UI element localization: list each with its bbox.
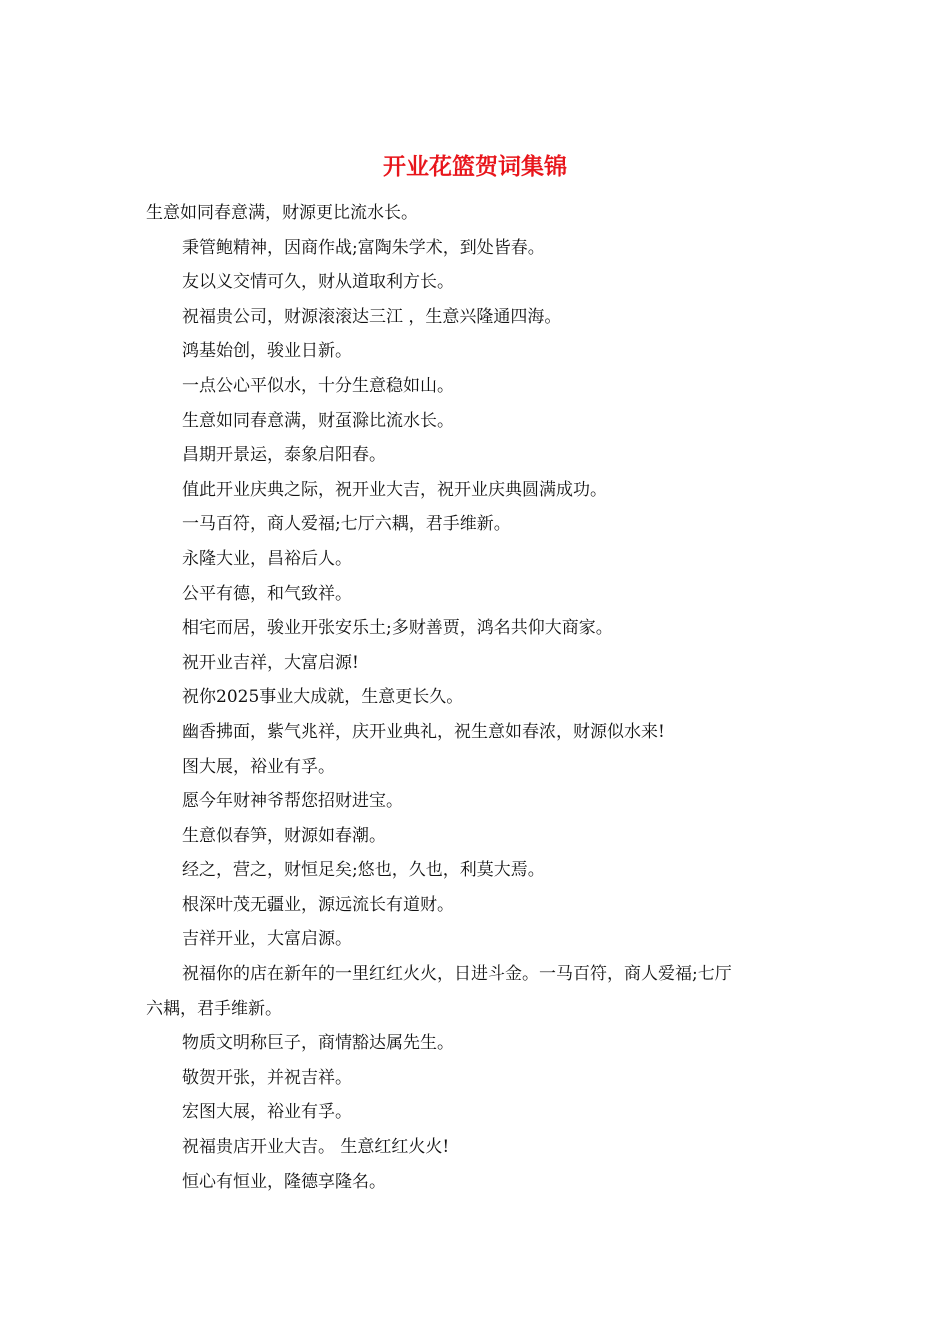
paragraph-line: 生意似春笋，财源如春潮。: [182, 825, 386, 846]
paragraph-line-wrapped: 祝福你的店在新年的一里红红火火，日进斗金。一马百符，商人爱福;七厅: [182, 964, 732, 985]
paragraph-line: 图大展，裕业有孚。: [182, 756, 335, 777]
paragraph-line-continuation: 六耦，君手维新。: [146, 998, 282, 1019]
paragraph-line: 公平有德，和气致祥。: [182, 583, 352, 604]
paragraph-line: 秉管鲍精神，因商作战;富陶朱学术，到处皆春。: [182, 237, 545, 258]
paragraph-line: 昌期开景运，泰象启阳春。: [182, 445, 386, 466]
paragraph-line: 友以义交情可久，财从道取利方长。: [182, 272, 454, 293]
paragraph-line: 祝福贵公司，财源滚滚达三江 ，生意兴隆通四海。: [182, 306, 562, 327]
paragraph-line: 祝福贵店开业大吉。 生意红红火火!: [182, 1137, 450, 1158]
paragraph-line: 一马百符，商人爱福;七厅六耦，君手维新。: [182, 514, 511, 535]
paragraph-line: 值此开业庆典之际，祝开业大吉，祝开业庆典圆满成功。: [182, 479, 607, 500]
paragraph-line: 相宅而居，骏业开张安乐土;多财善贾，鸿名共仰大商家。: [182, 618, 613, 639]
paragraph-line: 宏图大展，裕业有孚。: [182, 1102, 352, 1123]
paragraph-line: 生意如同春意满，财源更比流水长。: [146, 203, 418, 223]
paragraph-line: 鸿基始创，骏业日新。: [182, 341, 352, 362]
paragraph-line: 恒心有恒业，隆德享隆名。: [182, 1171, 386, 1192]
paragraph-line: 敬贺开张，并祝吉祥。: [182, 1067, 352, 1088]
paragraph-line: 永隆大业，昌裕后人。: [182, 548, 352, 569]
paragraph-line: 祝开业吉祥，大富启源!: [182, 652, 359, 673]
paragraph-line: 一点公心平似水，十分生意稳如山。: [182, 375, 454, 396]
paragraph-line: 愿今年财神爷帮您招财进宝。: [182, 791, 403, 812]
paragraph-line: 吉祥开业，大富启源。: [182, 929, 352, 950]
paragraph-line: 经之，营之，财恒足矣;悠也，久也，利莫大焉。: [182, 860, 545, 881]
document-body: [146, 196, 818, 1199]
paragraph-line: 生意如同春意满，财虿滁比流水长。: [182, 410, 454, 431]
document-title: 开业花篮贺词集锦: [383, 153, 567, 180]
paragraph-line: 根深叶茂无疆业，源远流长有道财。: [182, 894, 454, 915]
paragraph-line: 物质文明称巨子，商情豁达属先生。: [182, 1033, 454, 1054]
paragraph-line: 幽香拂面，紫气兆祥，庆开业典礼，祝生意如春浓，财源似水来!: [182, 721, 665, 742]
paragraph-line: 祝你2025事业大成就，生意更长久。: [182, 687, 464, 708]
